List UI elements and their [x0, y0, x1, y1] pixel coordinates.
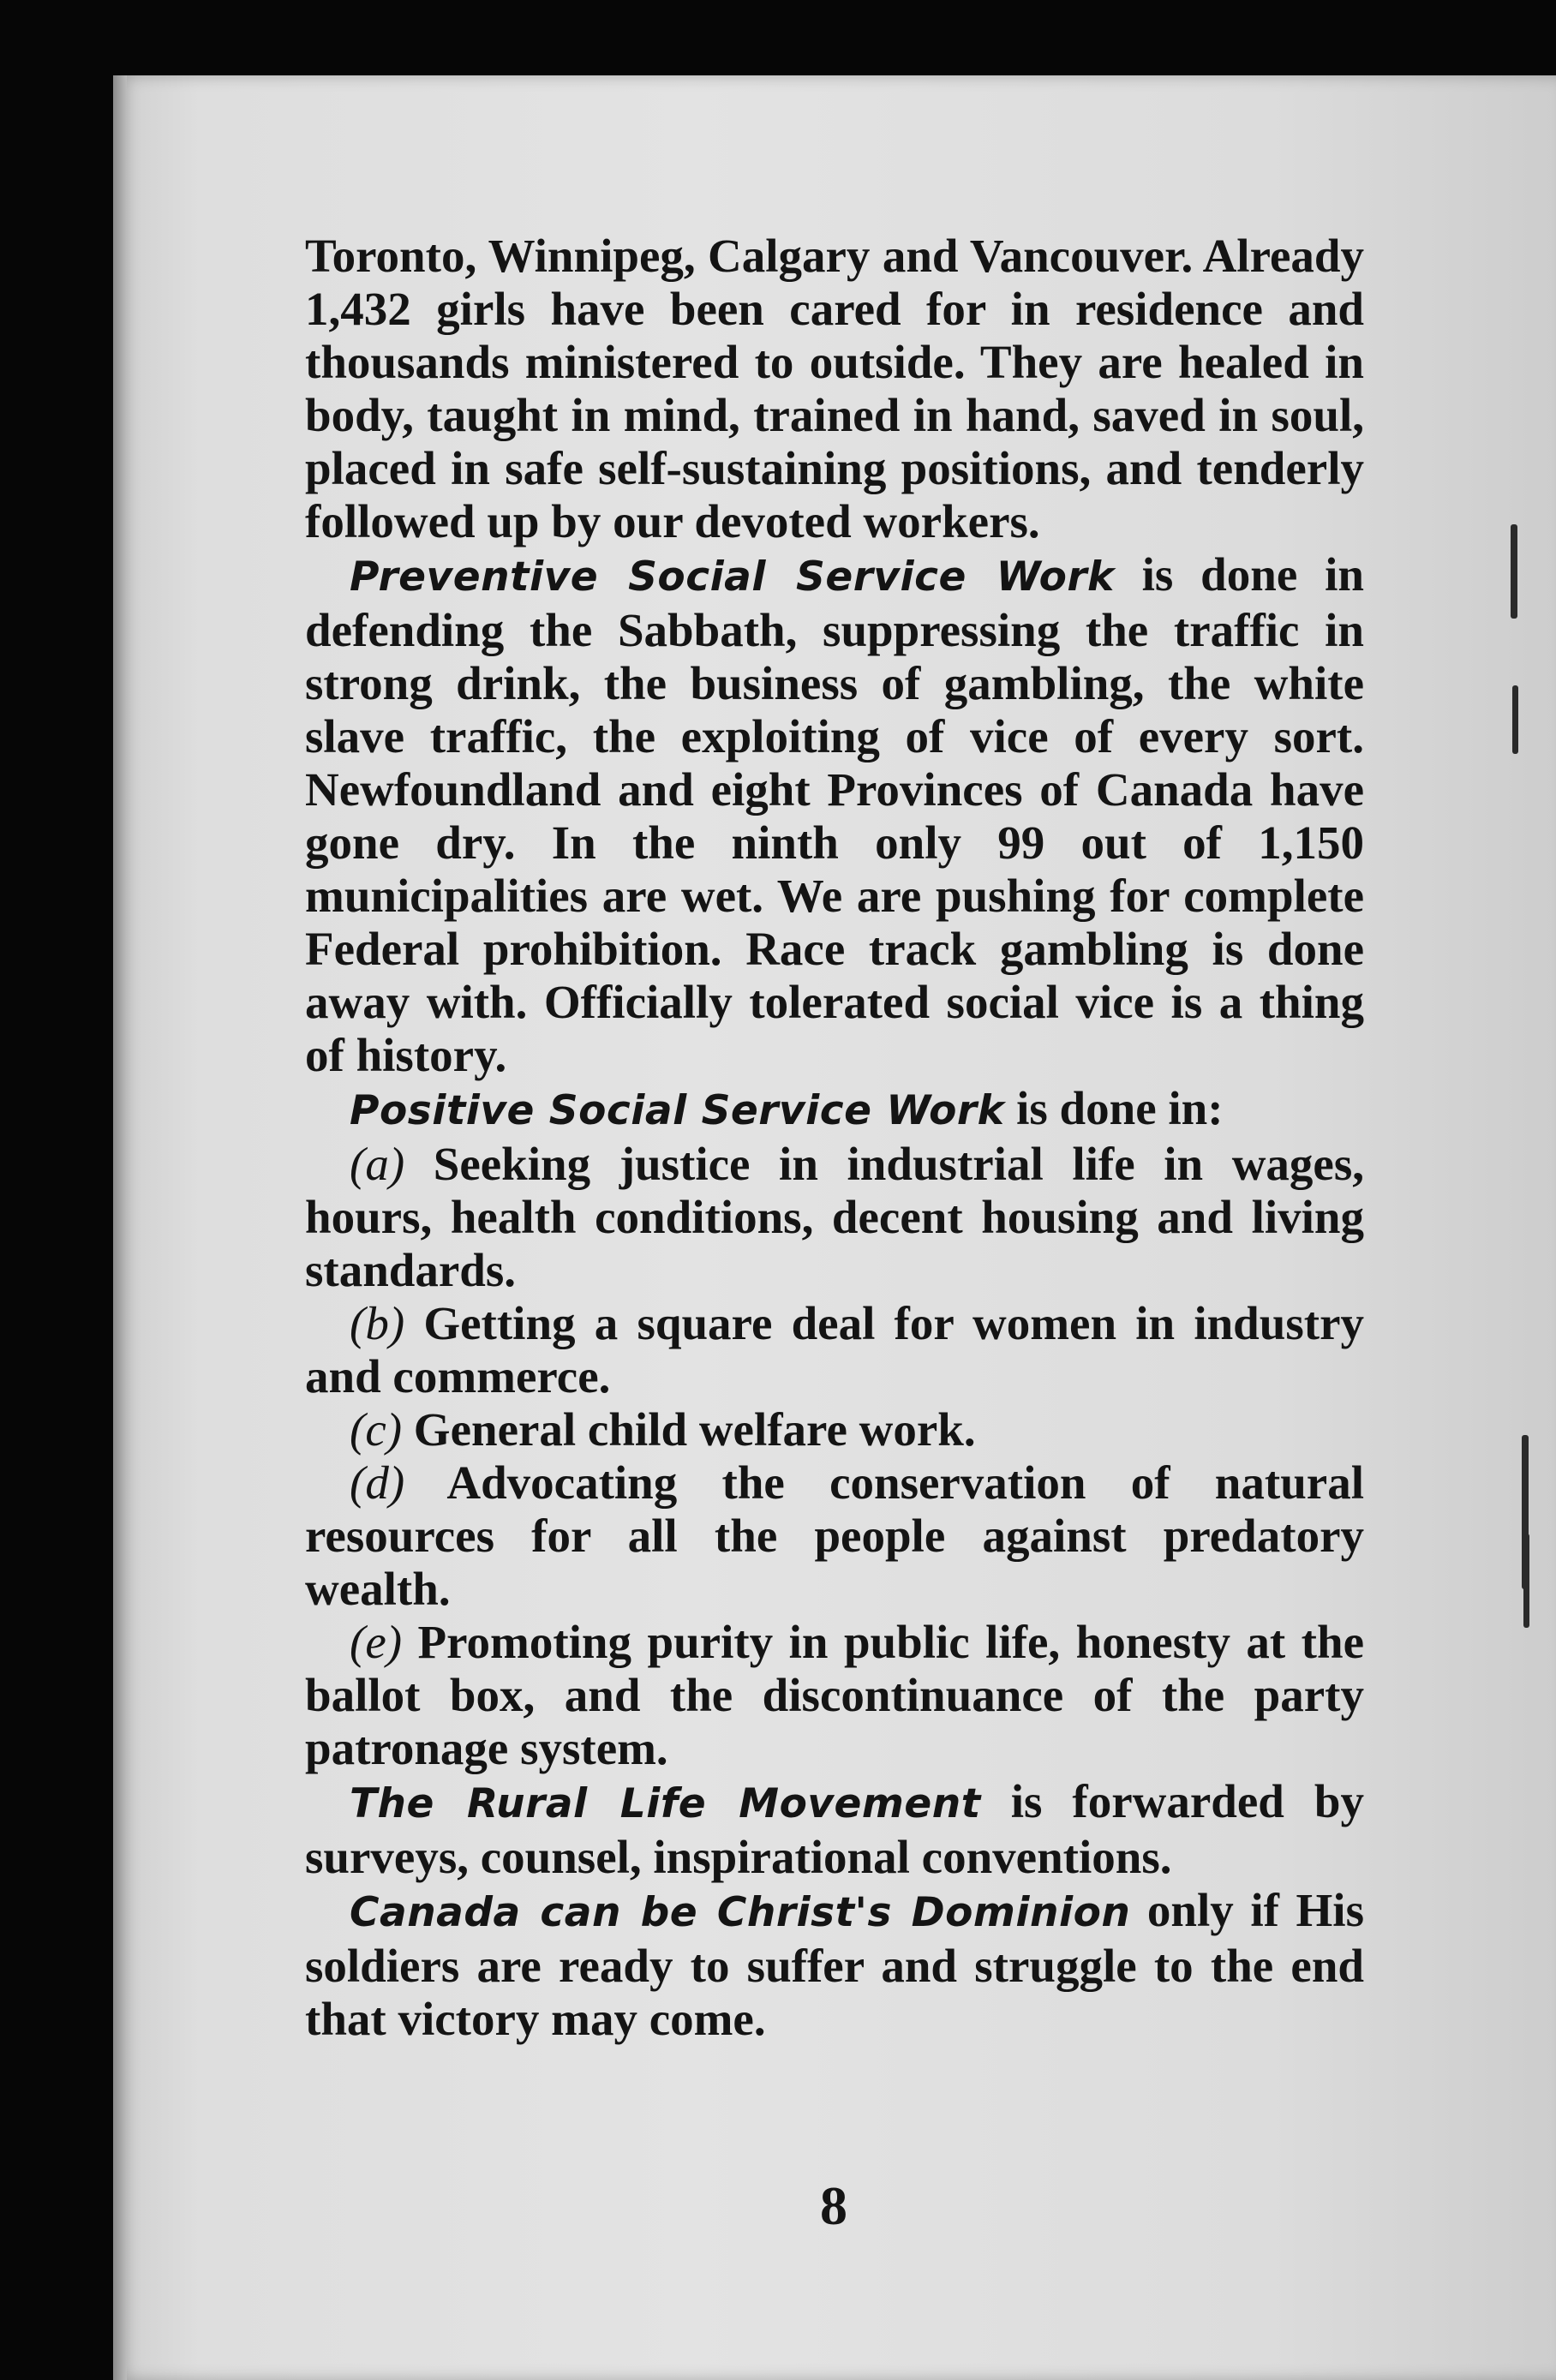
item-text: General child welfare work. — [402, 1403, 976, 1456]
preventive-text: is done in defending the Sabbath, suppressing the traffic in strong drink, the business of gambling, the white slave traffic, the exploiting of vice of every sort. Newfoundland and eight Provinces of Canada have gone dry. In the ninth only 99 out of 1,150 municipalities are wet. We are pushing for complete Federal prohibition. Race track gambling is done away with. Officially tolerated social vice is a thing of history. — [305, 548, 1364, 1081]
item-text: Advocating the conservation of natural resources for all the people against predatory wealth. — [305, 1456, 1364, 1615]
closing-text: only if His soldiers are ready to suffer and struggle to the end that victory may come. — [305, 1884, 1364, 2045]
item-marker: (d) — [350, 1456, 405, 1509]
page-gutter-shadow — [113, 75, 127, 2380]
closing-paragraph — [305, 1884, 1364, 2046]
list-item — [305, 1138, 1364, 1297]
edge-mark — [1511, 524, 1517, 619]
page-number: 8 — [820, 2175, 847, 2236]
item-marker: (b) — [350, 1297, 405, 1349]
preventive-paragraph — [305, 548, 1364, 1082]
opening-paragraph: Toronto, Winnipeg, Calgary and Vancouver. Already 1,432 girls have been cared for in residence and thousands ministered to outside. They are healed in body, taught in mind, trained in hand, saved in soul, placed in safe self-sustaining positions, and tenderly followed up by our devoted workers. — [305, 230, 1364, 547]
list-item — [305, 1297, 1364, 1403]
body-text — [305, 230, 1364, 2046]
item-text: Seeking justice in industrial life in wages, hours, health conditions, decent housing and living standards. — [305, 1138, 1364, 1296]
positive-paragraph — [305, 1082, 1364, 1138]
list-item — [305, 1616, 1364, 1775]
rural-text: is forwarded by surveys, counsel, inspirational conventions. — [305, 1775, 1364, 1883]
item-marker: (e) — [350, 1616, 403, 1668]
edge-mark — [1512, 685, 1518, 754]
item-marker: (c) — [350, 1403, 403, 1456]
rural-paragraph — [305, 1775, 1364, 1884]
positive-text: is done in: — [1004, 1082, 1224, 1134]
preventive-heading: Preventive Social Service Work — [350, 553, 1115, 601]
item-marker: (a) — [350, 1138, 405, 1190]
list-item — [305, 1456, 1364, 1616]
item-text: Getting a square deal for women in industry and commerce. — [305, 1297, 1364, 1402]
item-text: Promoting purity in public life, honesty at the ballot box, and the discontinuance of the party patronage system. — [305, 1616, 1364, 1774]
edge-mark — [1523, 1534, 1529, 1628]
positive-heading: Positive Social Service Work — [350, 1087, 1005, 1134]
list-item — [305, 1403, 1364, 1456]
rural-heading: The Rural Life Movement — [350, 1780, 981, 1827]
closing-heading: Canada can be Christ's Dominion — [350, 1889, 1131, 1936]
